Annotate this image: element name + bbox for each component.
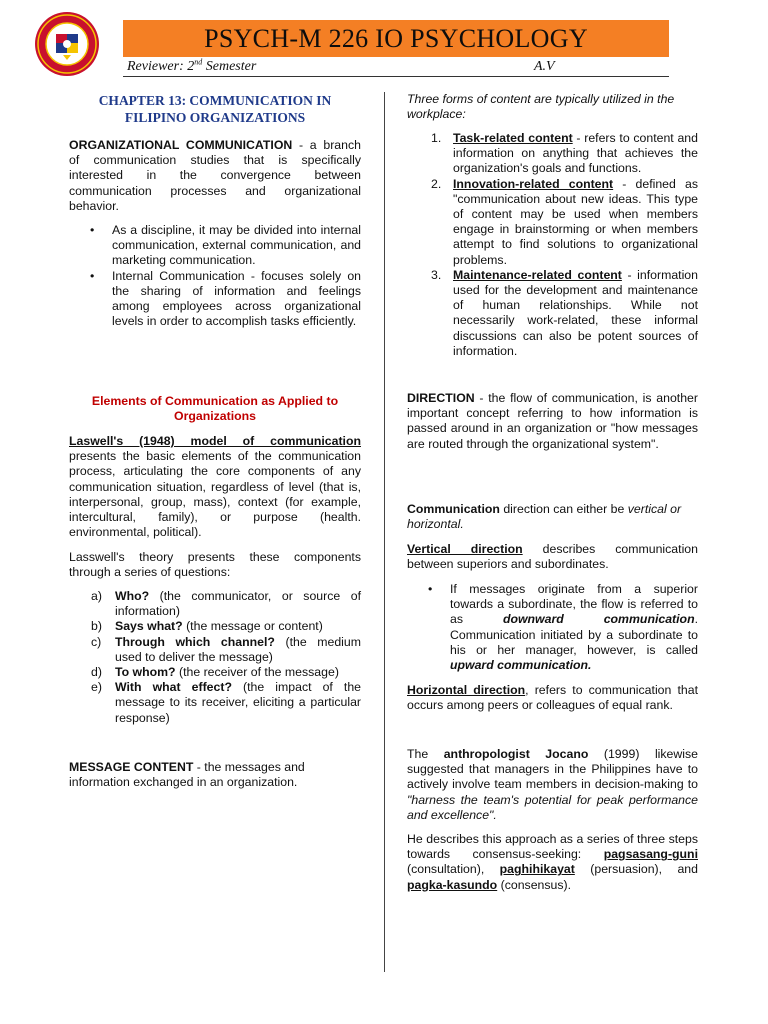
discipline-bullets — [88, 223, 361, 329]
list-item: d) To whom? (the receiver of the message) — [91, 665, 339, 680]
content-forms-list — [407, 131, 698, 359]
title-bar — [123, 20, 669, 57]
list-item: • As a discipline, it may be divided into internal communication, external communication, and marketing communication. — [88, 223, 361, 269]
chapter-heading: CHAPTER 13: COMMUNICATION IN FILIPINO ORGANIZATIONS — [98, 93, 332, 125]
reviewer-label: Reviewer: 2nd Semester — [127, 57, 257, 74]
org-communication-paragraph: ORGANIZATIONAL COMMUNICATION - a branch of communication studies that is specifically interested in the convergence between communication processes and organizational behavior. — [69, 138, 361, 213]
header-rule — [123, 76, 669, 77]
list-item: b) Says what? (the message or content) — [91, 619, 323, 634]
horizontal-direction-paragraph: Horizontal direction, refers to communication that occurs among peers or colleagues of equal rank. — [407, 683, 698, 713]
list-item: c) Through which channel? (the medium used to deliver the message) — [91, 634, 361, 664]
column-divider — [384, 92, 385, 972]
communication-direction-paragraph: Communication direction can either be vertical or horizontal. — [407, 502, 682, 532]
list-item: 1. Task-related content - refers to content and information on anything that achieves the organization's goals and functions. — [431, 131, 698, 176]
forms-intro: Three forms of content are typically utilized in the workplace: — [407, 92, 675, 122]
lasswell-questions — [69, 589, 361, 726]
vertical-direction-paragraph: Vertical direction describes communication between superiors and subordinates. — [407, 542, 698, 572]
laswell-paragraph: Laswell's (1948) model of communication presents the basic elements of the communication process, articulating the core components of any communication situation, regardless of level (that is, interpersonal, group, mass), context (for example, intercultural, family), or purpose (health. environmental, political). — [69, 434, 361, 540]
vertical-bullets — [426, 582, 698, 673]
message-content-paragraph: MESSAGE CONTENT - the messages and information exchanged in an organization. — [69, 760, 305, 790]
author-initials: A.V — [534, 59, 555, 74]
list-item: • Internal Communication - focuses solely on the sharing of information and feelings among employees across organizational levels in order to accomplish tasks efficiently. — [88, 269, 361, 330]
subheader — [127, 59, 664, 75]
consensus-steps-paragraph: He describes this approach as a series of three steps towards consensus-seeking: pagsasang-guni (consultation), paghihikayat (persuasion), and pagka-kasundo (consensus). — [407, 832, 698, 892]
list-item: 3. Maintenance-related content - information used for the development and maintenance of human relationships. While not necessarily work-related, these informal discussions can also be potent sources of information. — [431, 267, 698, 358]
list-item: 2. Innovation-related content - defined as "communication about new ideas. This type of content may be used when members engage in brainstorming or when members attempt to find solutions to organizational problems. — [431, 176, 698, 267]
school-seal-logo — [34, 11, 100, 77]
document-title: PSYCH-M 226 IO PSYCHOLOGY — [204, 24, 588, 53]
elements-heading: Elements of Communication as Applied to Organizations — [91, 394, 339, 424]
list-item: • If messages originate from a superior towards a subordinate, the flow is referred to as downward communication. Communication initiated by a subordinate to his or her manager, however, is called upward communication. — [426, 582, 698, 673]
list-item: e) With what effect? (the impact of the message to its receiver, eliciting a particular response) — [91, 680, 361, 725]
list-item: a) Who? (the communicator, or source of information) — [91, 589, 361, 619]
lasswell-intro: Lasswell's theory presents these components through a series of questions: — [69, 550, 361, 580]
direction-paragraph: DIRECTION - the flow of communication, is another important concept referring to how information is passed around in an organization or "how messages are routed through the organizational system". — [407, 391, 698, 451]
jocano-paragraph: The anthropologist Jocano (1999) likewise suggested that managers in the Philippines have to actively involve team members in decision-making to "harness the team's potential for peak performance and excellence". — [407, 747, 698, 822]
